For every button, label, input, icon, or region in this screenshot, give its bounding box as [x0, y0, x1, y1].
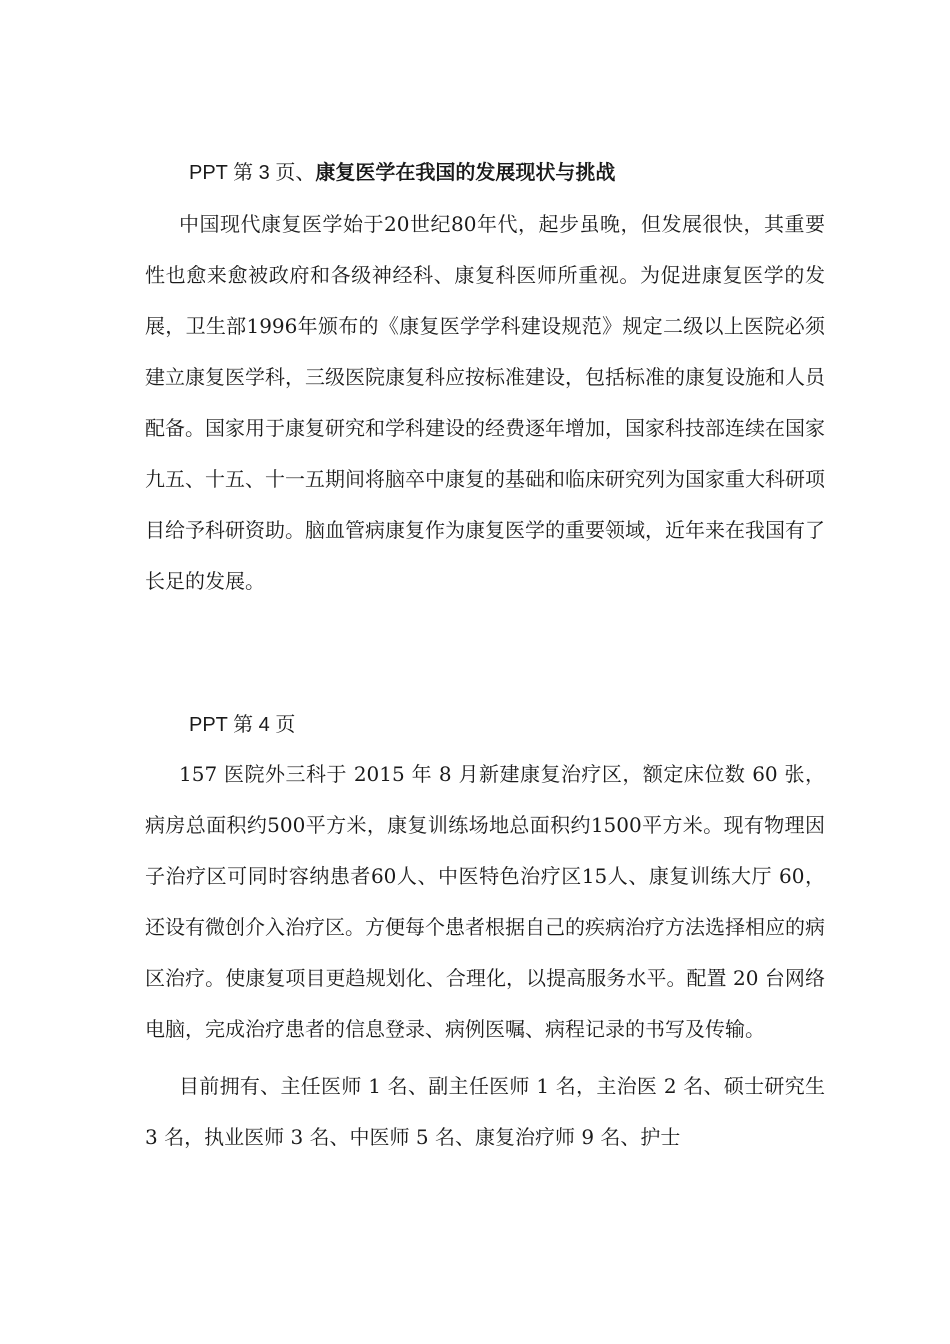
ppt-page-4-label: PPT 第 4 页: [189, 714, 296, 736]
ppt-page-3-paragraph: 中国现代康复医学始于20世纪80年代，起步虽晚，但发展很快，其重要性也愈来愈被政府和各级神经科、康复科医师所重视。为促进康复医学的发展，卫生部1996年颁布的《康复医学学科建设规范》规定二级以上医院必须建立康复医学科，三级医院康复科应按标准建设，包括标准的康复设施和人员配备。国家用于康复研究和学科建设的经费逐年增加，国家科技部连续在国家九五、十五、十一五期间将脑卒中康复的基础和临床研究列为国家重大科研项目给予科研资助。脑血管病康复作为康复医学的重要领域，近年来在我国有了长足的发展。: [145, 212, 825, 593]
ppt-page-3-label: PPT 第 3 页、: [189, 162, 316, 184]
ppt-page-4-paragraph-1: 157 医院外三科于 2015 年 8 月新建康复治疗区，额定床位数 60 张，病房总面积约500平方米，康复训练场地总面积约1500平方米。现有物理因子治疗区可同时容纳患者60人、中医特色治疗区15人、康复训练大厅 60，还设有微创介入治疗区。方便每个患者根据自己的疾病治疗方法选择相应的病区治疗。使康复项目更趋规划化、合理化，以提高服务水平。配置 20 台网络电脑，完成治疗患者的信息登录、病例医嘱、病程记录的书写及传输。: [145, 762, 825, 1041]
ppt-page-4-paragraph-2: 目前拥有、主任医师 1 名、副主任医师 1 名，主治医 2 名、硕士研究生 3 名，执业医师 3 名、中医师 5 名、康复治疗师 9 名、护士: [145, 1074, 825, 1149]
ppt-page-4-section: [145, 704, 825, 1163]
ppt-page-3-heading: [145, 152, 825, 193]
ppt-page-3-title: 康复医学在我国的发展现状与挑战: [315, 160, 616, 184]
ppt-page-4-heading: [145, 704, 825, 745]
ppt-page-3-section: [145, 152, 825, 607]
